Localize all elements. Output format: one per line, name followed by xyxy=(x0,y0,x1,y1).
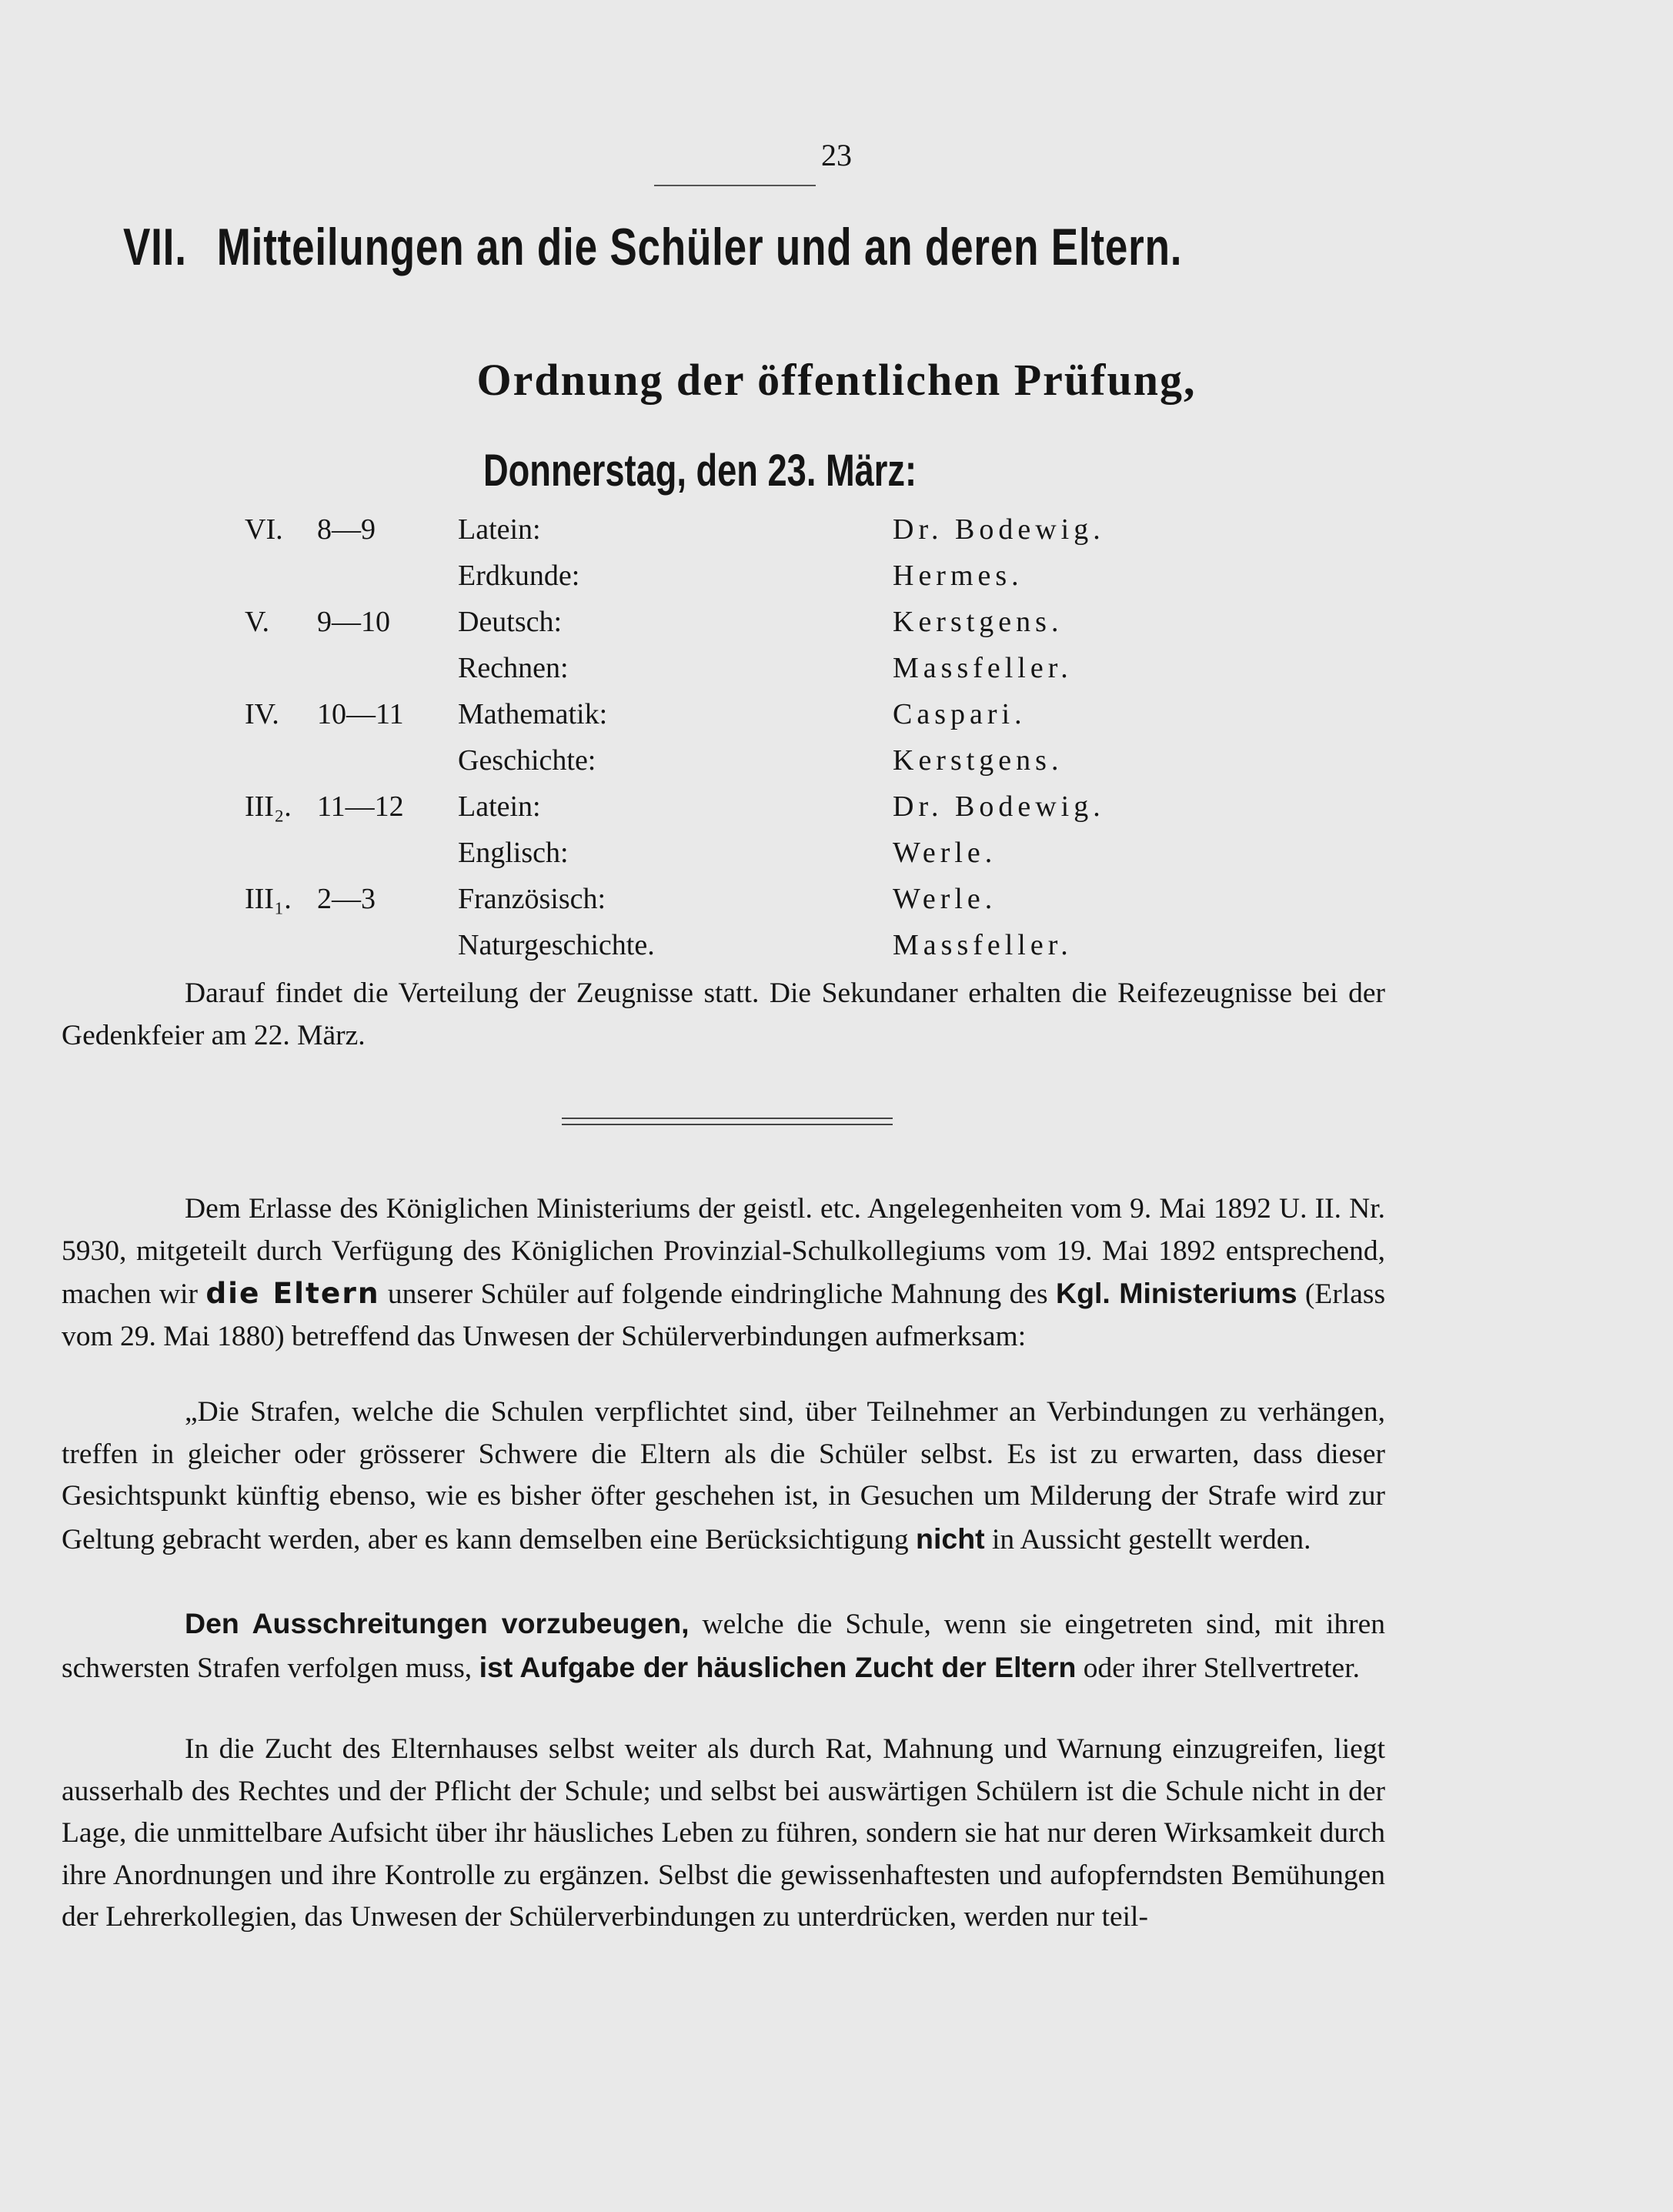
schedule-subject: Erdkunde: xyxy=(458,560,580,592)
schedule-time: 11—12 xyxy=(317,790,404,823)
section-title: Mitteilungen an die Schüler und an deren Eltern. xyxy=(216,218,1183,276)
schedule-row xyxy=(0,836,1673,882)
exam-order-heading: Ordnung der öffentlichen Prüfung, xyxy=(476,355,1197,405)
schedule-class: V. xyxy=(245,606,270,638)
decree-text-3: (Erlass vom 29. Mai 1880) betreffend das Unwesen der Schülerverbindungen aufmerksam: xyxy=(62,1278,1386,1352)
decree-text-1: Dem Erlasse des Königlichen Ministeriums der geistl. etc. Angelegenheiten vom 9. Mai 1892 U. II. Nr. 5930, mitgeteilt durch Verfügung des Königlichen Provinzial-Schulkollegiums vom 19. Mai 1892 entsprechend, machen wir xyxy=(62,1193,1385,1310)
schedule-teacher: Massfeller. xyxy=(893,652,1073,684)
schedule-subject: Latein: xyxy=(458,790,541,823)
decree-text-2: unserer Schüler auf folgende eindringliche Mahnung des xyxy=(387,1278,1048,1310)
schedule-time: 10—11 xyxy=(317,698,404,730)
prevention-emphasis-1: Den Ausschreitungen vorzubeugen, xyxy=(185,1607,690,1639)
schedule-subject: Latein: xyxy=(458,513,541,546)
schedule-row xyxy=(0,697,1673,743)
schedule-teacher: Werle. xyxy=(893,883,997,915)
schedule-teacher: Caspari. xyxy=(893,698,1027,730)
quote-emphasis: nicht xyxy=(916,1522,985,1555)
schedule-subject: Mathematik: xyxy=(458,698,608,730)
page-number-rule xyxy=(654,185,816,186)
section-divider xyxy=(562,1118,893,1125)
schedule-row xyxy=(0,928,1673,974)
prevention-text-1: welche die Schule, wenn sie eingetreten sind, mit ihren schwersten Strafen verfolgen muss, xyxy=(62,1609,1386,1684)
quote-text-2: in Aussicht gestellt werden. xyxy=(991,1523,1311,1555)
schedule-row xyxy=(0,513,1673,559)
schedule-time: 9—10 xyxy=(317,606,390,638)
section-number: VII. xyxy=(123,218,187,276)
discipline-paragraph: In die Zucht des Elternhauses selbst weiter als durch Rat, Mahnung und Warnung einzugreifen, liegt ausserhalb des Rechtes und der Pflicht der Schule; und selbst bei auswärtigen Schülern ist die Schule nicht in der Lage, die unmittelbare Aufsicht über ihr häusliches Leben zu führen, sondern sie hat nur deren Wirksamkeit durch ihre Anordnungen und ihre Kontrolle zu ergänzen. Selbst die gewissenhaftesten und aufopferndsten Bemühungen der Lehrerkollegien, das Unwesen der Schülerverbindungen zu unterdrücken, werden nur teil- xyxy=(62,1733,1385,1933)
schedule-time: 2—3 xyxy=(317,883,376,915)
exam-day-heading: Donnerstag, den 23. März: xyxy=(483,446,917,496)
section-heading xyxy=(123,217,1182,277)
schedule-row xyxy=(0,651,1673,697)
schedule-teacher: Hermes. xyxy=(893,560,1024,592)
schedule-subject: Naturgeschichte. xyxy=(458,929,655,961)
decree-paragraph xyxy=(62,1188,1385,1358)
prevention-emphasis-2: ist Aufgabe der häuslichen Zucht der Eltern xyxy=(479,1650,1077,1683)
schedule-class: VI. xyxy=(245,513,283,546)
schedule-row xyxy=(0,790,1673,836)
prevention-text-2: oder ihrer Stellvertreter. xyxy=(1083,1652,1360,1684)
schedule-teacher: Massfeller. xyxy=(893,929,1073,961)
schedule-class: IV. xyxy=(245,698,279,730)
certificates-paragraph: Darauf findet die Verteilung der Zeugnisse statt. Die Sekundaner erhalten die Reifezeugnisse bei der Gedenkfeier am 22. März. xyxy=(62,977,1385,1051)
schedule-teacher: Dr. Bodewig. xyxy=(893,513,1105,546)
schedule-subject: Rechnen: xyxy=(458,652,569,684)
schedule-row xyxy=(0,743,1673,790)
schedule-subject: Französisch: xyxy=(458,883,606,915)
decree-emphasis-parents: die Eltern xyxy=(205,1276,380,1310)
quote-paragraph xyxy=(62,1392,1385,1561)
schedule-subject: Englisch: xyxy=(458,837,569,869)
schedule-subject: Geschichte: xyxy=(458,744,596,777)
schedule-teacher: Dr. Bodewig. xyxy=(893,790,1105,823)
schedule-row xyxy=(0,605,1673,651)
schedule-teacher: Werle. xyxy=(893,837,997,869)
schedule-row xyxy=(0,882,1673,928)
quote-text-1: „Die Strafen, welche die Schulen verpflichtet sind, über Teilnehmer an Verbindungen zu verhängen, treffen in gleicher oder grösserer Schwere die Eltern als die Schüler selbst. Es ist zu erwarten, dass dieser Gesichtspunkt künftig ebenso, wie es bisher öfter geschehen ist, in Gesuchen um Milderung der Strafe wird zur Geltung gebracht werden, aber es kann demselben eine Berücksichtigung xyxy=(62,1396,1385,1555)
schedule-teacher: Kerstgens. xyxy=(893,606,1064,638)
schedule-subject: Deutsch: xyxy=(458,606,563,638)
decree-emphasis-ministry: Kgl. Ministeriums xyxy=(1056,1277,1297,1309)
schedule-time: 8—9 xyxy=(317,513,376,546)
schedule-row xyxy=(0,559,1673,605)
page-number: 23 xyxy=(821,138,852,172)
prevention-paragraph xyxy=(62,1602,1385,1689)
schedule-teacher: Kerstgens. xyxy=(893,744,1064,777)
schedule-class: III₁. xyxy=(245,883,292,915)
schedule-class: III₂. xyxy=(245,790,292,823)
